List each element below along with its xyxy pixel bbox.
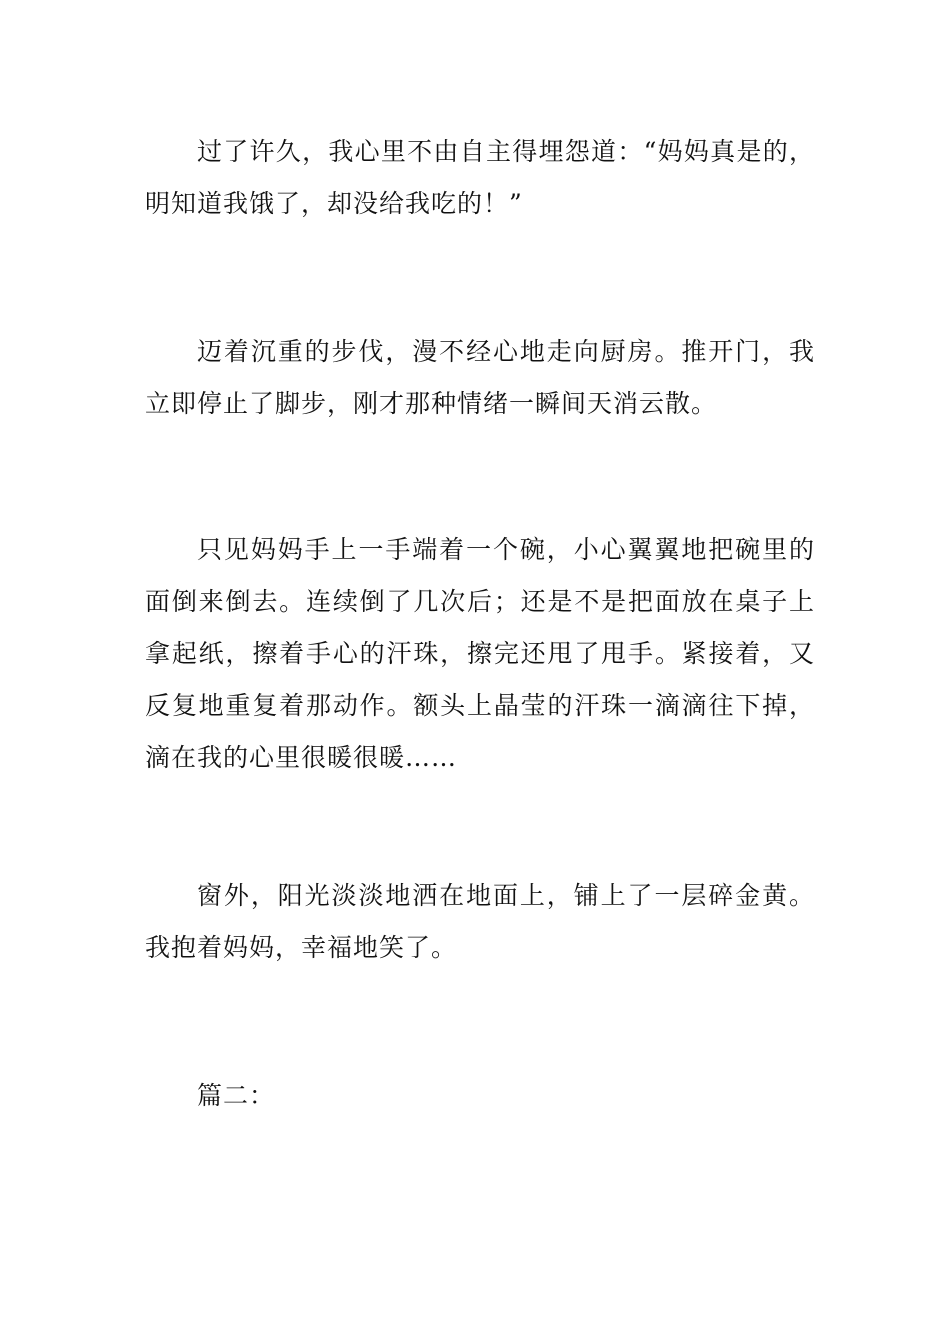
paragraph-4: 窗外，阳光淡淡地洒在地面上，铺上了一层碎金黄。我抱着妈妈，幸福地笑了。 [145, 881, 815, 962]
paragraph-3: 只见妈妈手上一手端着一个碗，小心翼翼地把碗里的面倒来倒去。连续倒了几次后；还是不是把面放在桌子上拿起纸，擦着手心的汗珠，擦完还甩了甩手。紧接着，又反复地重复着那动作。额头上晶莹的汗珠一滴滴往下掉，滴在我的心里很暖很暖…… [145, 535, 815, 772]
paragraph-1: 过了许久，我心里不由自主得埋怨道：“妈妈真是的，明知道我饿了，却没给我吃的！” [145, 137, 815, 218]
paragraph-2: 迈着沉重的步伐，漫不经心地走向厨房。推开门，我立即停止了脚步，刚才那种情绪一瞬间天消云散。 [145, 337, 815, 418]
section-heading: 篇二： [197, 1081, 276, 1110]
